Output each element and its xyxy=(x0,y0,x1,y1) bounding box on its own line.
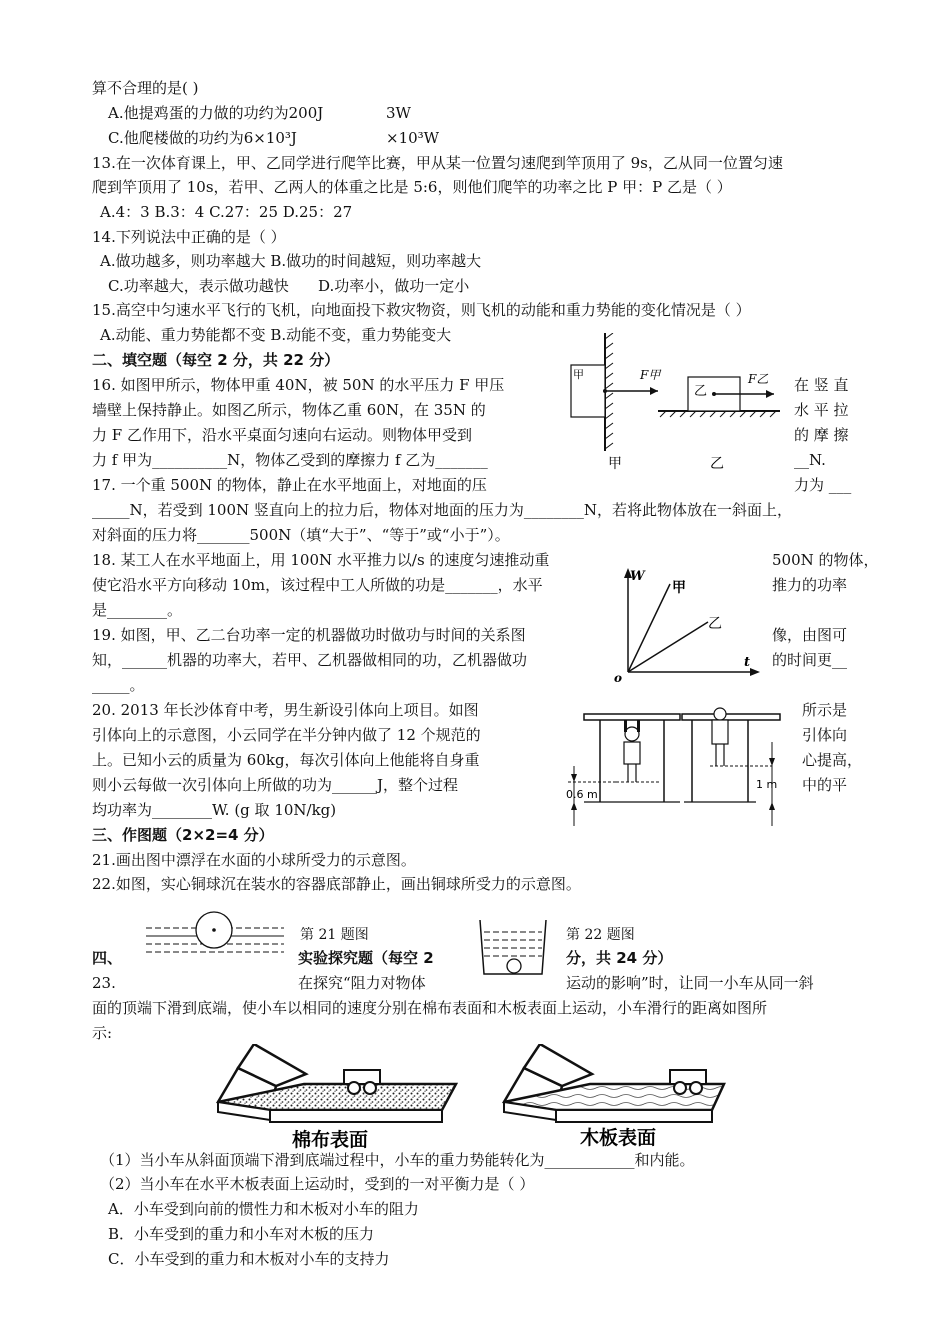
question-20-line4: 则小云每做一次引体向上所做的功为______J，整个过程 xyxy=(92,776,459,794)
series-yi-label: 乙 xyxy=(708,616,722,632)
figure-23-ramps xyxy=(212,1044,732,1152)
question-16-line2: 墙壁上保持静止。如图乙所示，物体乙重 60N，在 35N 的 xyxy=(92,401,486,419)
question-15-options: A.动能、重力势能都不变 B.动能不变，重力势能变大 xyxy=(100,326,452,344)
text-line: 算不合理的是( ) xyxy=(92,79,199,97)
figure-16 xyxy=(568,333,788,473)
question-19: 19. 如图，甲、乙二台功率一定的机器做功时做功与时间的关系图 xyxy=(92,626,526,644)
figure-22-container xyxy=(474,914,554,980)
caption-22: 第 22 题图 xyxy=(566,927,635,943)
section-4-label: 四、 xyxy=(92,949,123,967)
question-23-line2: 面的顶端下滑到底端，使小车以相同的速度分别在棉布表面和木板表面上运动，小车滑行的距离如图所 xyxy=(92,999,768,1017)
origin-label: o xyxy=(614,671,623,684)
question-17: 17. 一个重 500N 的物体，静止在水平地面上，对地面的压 xyxy=(92,476,487,494)
question-23-line3: 示: xyxy=(92,1024,113,1042)
question-20-line5: 均功率为________W. (g 取 10N/kg) xyxy=(92,801,337,819)
question-18: 18. 某工人在水平地面上，用 100N 水平推力以/s 的速度匀速推动重 xyxy=(92,551,550,569)
caption-yi: 乙 xyxy=(710,456,724,472)
question-20-right3: 心提高， xyxy=(802,751,863,769)
height-label-2: 1 m xyxy=(756,778,778,791)
figure-19-graph xyxy=(608,562,768,684)
question-21: 21.画出图中漂浮在水面的小球所受力的示意图。 xyxy=(92,851,416,869)
section-3-title: 三、作图题（2×2=4 分） xyxy=(92,826,274,844)
question-14-option-c: C.功率越大，表示做功越快 xyxy=(108,277,289,295)
question-23-sub1: （1）当小车从斜面顶端下滑到底端过程中，小车的重力势能转化为____________和内能。 xyxy=(100,1151,695,1169)
question-23-part2: 运动的影响”时，让同一小车从同一斜 xyxy=(566,974,814,992)
question-19-line3: _____。 xyxy=(92,676,145,694)
question-20-right2: 引体向 xyxy=(802,726,848,744)
option-c: C.他爬楼做的功约为6×10³J xyxy=(108,129,297,147)
question-18-right1: 500N 的物体， xyxy=(772,551,879,569)
box-yi-label: 乙 xyxy=(694,384,708,399)
question-20-right4: 中的平 xyxy=(802,776,848,794)
series-jia-label: 甲 xyxy=(672,580,686,596)
option-d-fragment: ×10³W xyxy=(386,129,440,147)
question-18-line3: 是________。 xyxy=(92,601,183,619)
question-23-sub2: （2）当小车在水平木板表面上运动时，受到的一对平衡力是（ ） xyxy=(100,1175,535,1193)
figure-20-pullup xyxy=(560,706,800,826)
question-16-line3: 力 F 乙作用下，沿水平桌面匀速向右运动。则物体甲受到 xyxy=(92,426,472,444)
question-18-right2: 推力的功率 xyxy=(772,576,848,594)
axis-t-label: t xyxy=(744,655,751,670)
question-19-right2: 的时间更__ xyxy=(772,651,848,669)
caption-21: 第 21 题图 xyxy=(300,927,369,943)
question-16-right3: 的 摩 擦 xyxy=(794,426,849,444)
question-17-right: 力为 ___ xyxy=(794,476,852,494)
question-22: 22.如图，实心铜球沉在装水的容器底部静止，画出铜球所受力的示意图。 xyxy=(92,875,581,893)
section-4-title-part1: 实验探究题（每空 2 xyxy=(298,949,434,967)
figure-21-floating-ball xyxy=(140,908,290,968)
force-yi-label: F乙 xyxy=(748,372,769,386)
option-b-fragment: 3W xyxy=(386,104,411,122)
question-23-option-a: A．小车受到向前的惯性力和木板对小车的阻力 xyxy=(108,1200,419,1218)
axis-w-label: W xyxy=(630,569,645,584)
question-13: 13.在一次体育课上，甲、乙同学进行爬竿比赛，甲从某一位置匀速爬到竿顶用了 9s，乙从同一位置匀速 xyxy=(92,154,783,172)
question-20-right1: 所示是 xyxy=(802,701,848,719)
label-wood-surface: 木板表面 xyxy=(580,1127,657,1149)
question-20-line3: 上。已知小云的质量为 60kg，每次引体向上他能将自身重 xyxy=(92,751,480,769)
question-18-line2: 使它沿水平方向移动 10m，该过程中工人所做的功是_______，水平 xyxy=(92,576,543,594)
question-13-cont: 爬到竿顶用了 10s，若甲、乙两人的体重之比是 5:6，则他们爬竿的功率之比 P 甲：P 乙是（ ） xyxy=(92,178,732,196)
height-label-1: 0.6 m xyxy=(566,788,598,801)
force-jia-label: F甲 xyxy=(640,368,661,382)
question-16-line4: 力 f 甲为__________N，物体乙受到的摩擦力 f 乙为_______ xyxy=(92,451,488,469)
question-16-right1: 在 竖 直 xyxy=(794,376,849,394)
question-15: 15.高空中匀速水平飞行的飞机，向地面投下救灾物资，则飞机的动能和重力势能的变化情况是（ ） xyxy=(92,301,751,319)
question-16-right4: __N. xyxy=(794,451,826,469)
caption-jia: 甲 xyxy=(608,456,622,472)
question-19-line2: 知，______机器的功率大，若甲、乙机器做相同的功，乙机器做功 xyxy=(92,651,528,669)
option-a: A.他提鸡蛋的力做的功约为200J xyxy=(108,104,324,122)
question-20-line2: 引体向上的示意图，小云同学在半分钟内做了 12 个规范的 xyxy=(92,726,481,744)
question-16: 16. 如图甲所示，物体甲重 40N，被 50N 的水平压力 F 甲压 xyxy=(92,376,505,394)
question-20: 20. 2013 年长沙体育中考，男生新设引体向上项目。如图 xyxy=(92,701,479,719)
question-23-part1: 在探究“阻力对物体 xyxy=(298,974,426,992)
question-14: 14.下列说法中正确的是（ ） xyxy=(92,228,286,246)
question-14-option-d: D.功率小，做功一定小 xyxy=(318,277,470,295)
label-cloth-surface: 棉布表面 xyxy=(292,1129,369,1151)
question-13-options: A.4：3 B.3：4 C.27：25 D.25：27 xyxy=(100,203,353,221)
question-23-option-b: B．小车受到的重力和小车对木板的压力 xyxy=(108,1225,375,1243)
question-23-option-c: C．小车受到的重力和木板对小车的支持力 xyxy=(108,1250,390,1268)
section-4-title-part2: 分，共 24 分） xyxy=(566,949,673,967)
question-14-options-ab: A.做功越多，则功率越大 B.做功的时间越短，则功率越大 xyxy=(100,252,482,270)
question-17-line2: _____N，若受到 100N 竖直向上的拉力后，物体对地面的压力为________N，若将此物体放在一斜面上， xyxy=(92,501,793,519)
question-16-right2: 水 平 拉 xyxy=(794,401,849,419)
question-19-right1: 像，由图可 xyxy=(772,626,848,644)
question-17-line3: 对斜面的压力将_______500N（填“大于”、“等于”或“小于”）。 xyxy=(92,526,510,544)
section-2-title: 二、填空题（每空 2 分，共 22 分） xyxy=(92,351,340,369)
question-23-number: 23. xyxy=(92,974,116,992)
box-jia-label: 甲 xyxy=(573,368,584,381)
